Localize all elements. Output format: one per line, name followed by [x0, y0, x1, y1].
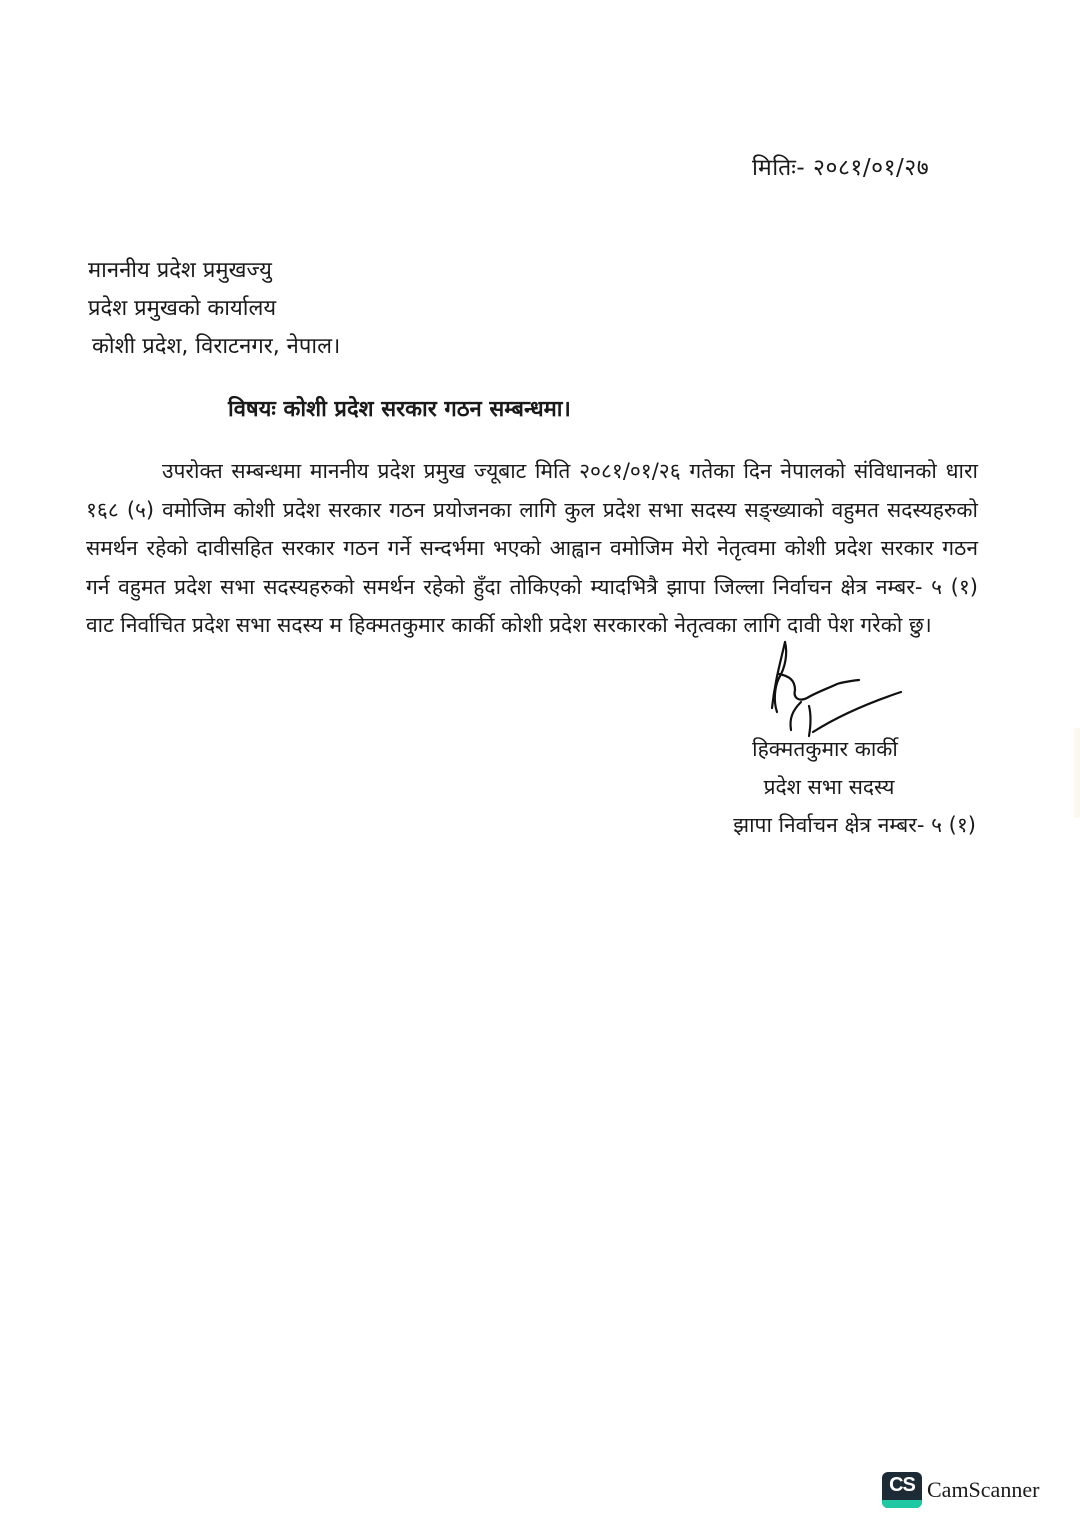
signature-icon	[755, 640, 915, 740]
addressee-line-1: माननीय प्रदेश प्रमुखज्यु	[88, 258, 272, 283]
letter-date: मितिः- २०८१/०१/२७	[752, 155, 930, 181]
camscanner-logo-icon	[882, 1472, 922, 1508]
signatory-name: हिक्मतकुमार कार्की	[752, 737, 898, 761]
signature-block	[660, 730, 990, 844]
camscanner-logo-bar	[882, 1500, 922, 1508]
letter-body: उपरोक्त सम्बन्धमा माननीय प्रदेश प्रमुख ज्यूबाट मिति २०८१/०१/२६ गतेका दिन नेपालको संविधानको धारा १६८ (५) वमोजिम कोशी प्रदेश सरकार गठन प्रयोजनका लागि कुल प्रदेश सभा सदस्य सङ्ख्याको वहुमत सदस्यहरुको समर्थन रहेको दावीसहित सरकार गठन गर्ने सन्दर्भमा भएको आह्वान वमोजिम मेरो नेतृत्वमा कोशी प्रदेश सरकार गठन गर्न वहुमत प्रदेश सभा सदस्यहरुको समर्थन रहेको हुँदा तोकिएको म्यादभित्रै झापा जिल्ला निर्वाचन क्षेत्र नम्बर- ५ (१) वाट निर्वाचित प्रदेश सभा सदस्य म हिक्मतकुमार कार्की कोशी प्रदेश सरकारको नेतृत्वका लागि दावी पेश गरेको छु।	[86, 459, 978, 638]
camscanner-watermark	[882, 1472, 1039, 1508]
addressee-line-2: प्रदेश प्रमुखको कार्यालय	[88, 296, 277, 321]
addressee-line-3: कोशी प्रदेश, विराटनगर, नेपाल।	[92, 334, 341, 359]
letter-subject: विषयः कोशी प्रदेश सरकार गठन सम्बन्धमा।	[228, 397, 571, 422]
addressee-block	[88, 252, 340, 366]
signatory-title: प्रदेश सभा सदस्य	[763, 775, 895, 799]
camscanner-logo-text: CS	[889, 1474, 915, 1496]
scan-edge-artifact	[1074, 728, 1080, 818]
signatory-constituency: झापा निर्वाचन क्षेत्र नम्बर- ५ (१)	[733, 813, 976, 837]
camscanner-brand: CamScanner	[927, 1477, 1040, 1502]
